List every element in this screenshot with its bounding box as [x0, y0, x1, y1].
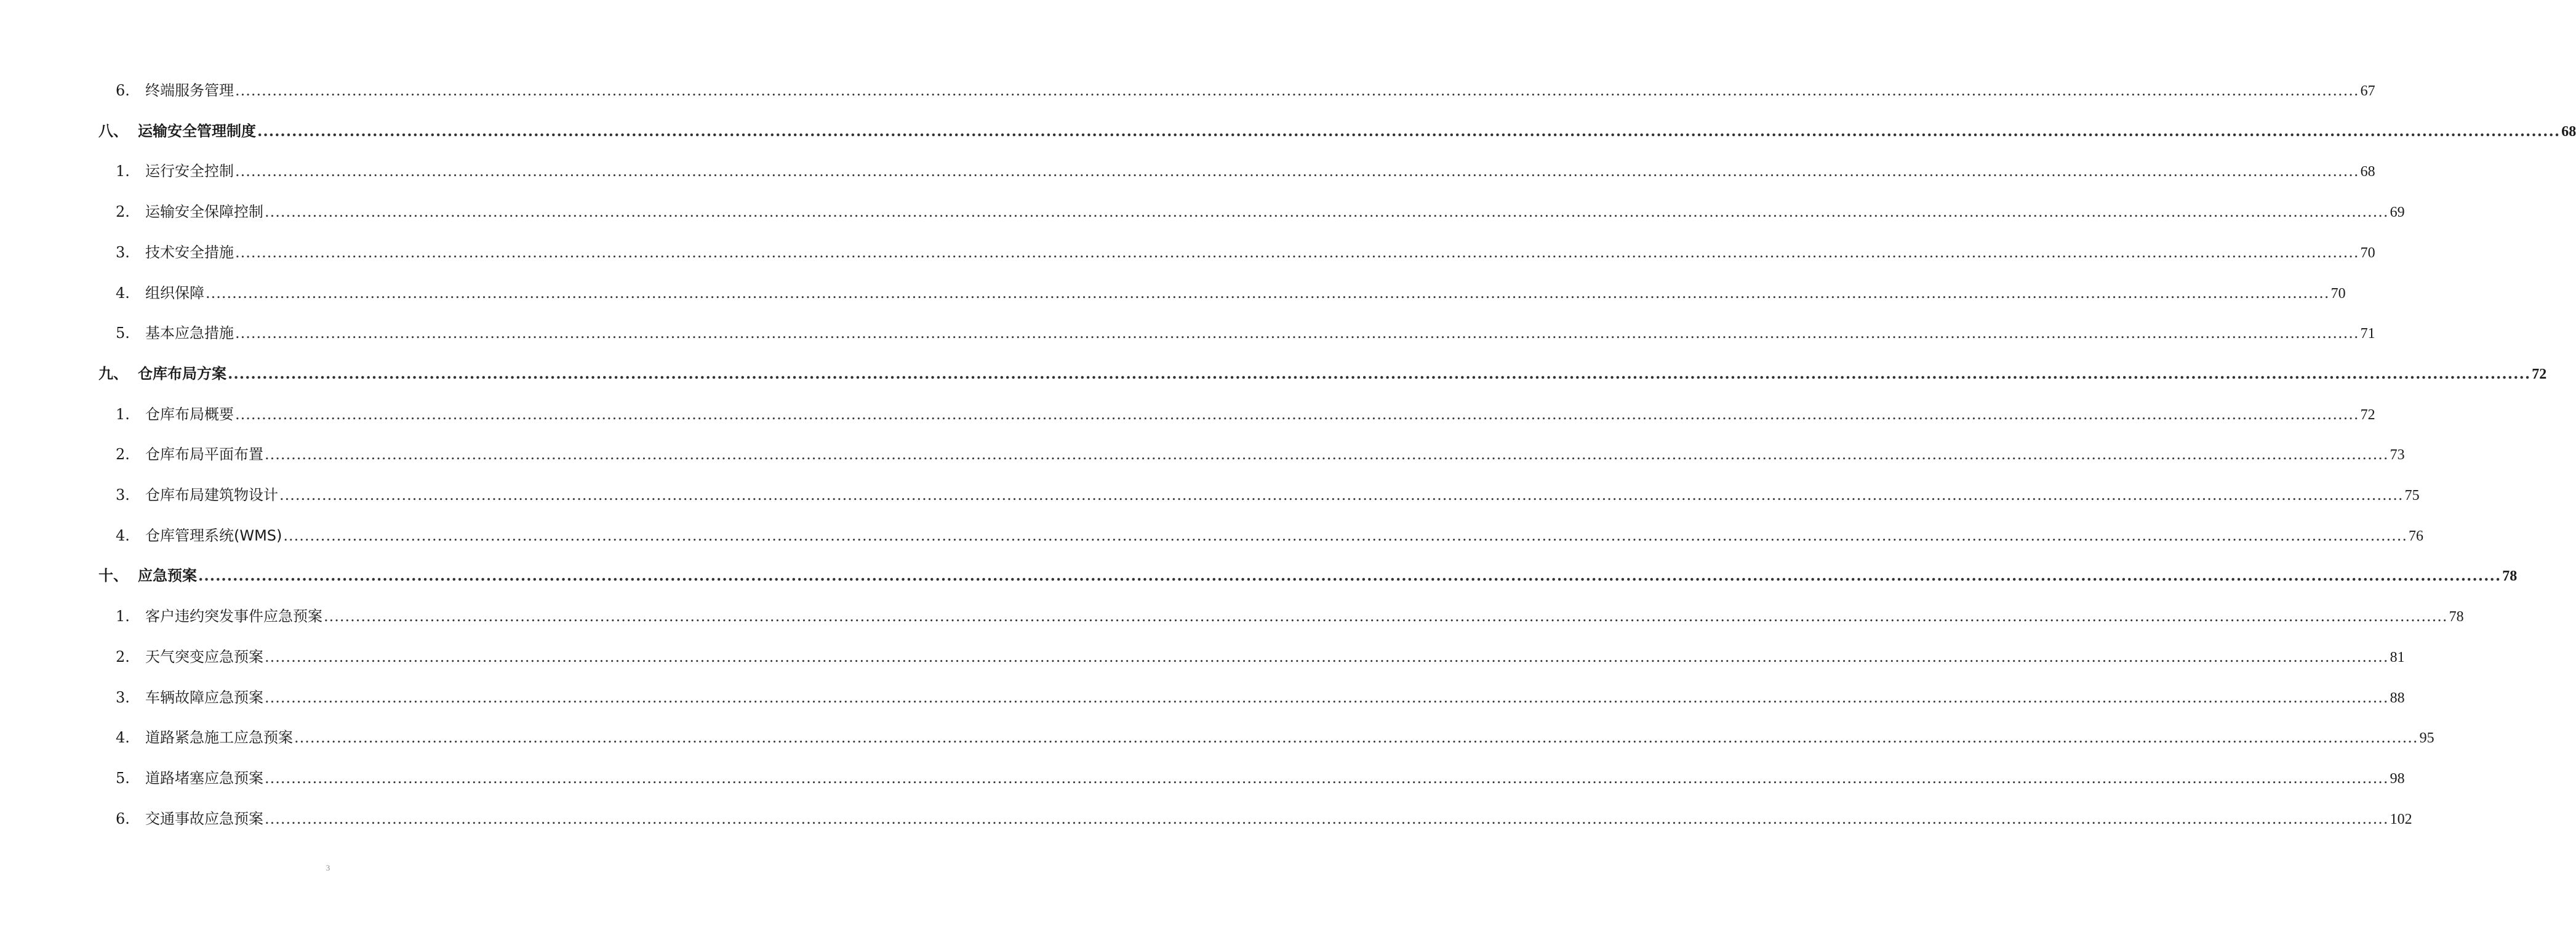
- toc-dot-leader: ................................................................................................................................................................................................................................................................................................................................................................................................................: [235, 244, 2359, 261]
- toc-subsection-entry[interactable]: [98, 604, 2464, 629]
- toc-entry-title: 天气突变应急预案: [145, 648, 263, 666]
- toc-entry-number: 5.: [116, 770, 130, 787]
- toc-entry-title: 仓库布局平面布置: [145, 446, 263, 463]
- toc-entry-number: 3.: [116, 244, 130, 261]
- toc-entry-number: 1.: [116, 406, 130, 423]
- toc-entry-page-number: 78: [2502, 568, 2518, 584]
- toc-section-entry[interactable]: [98, 361, 2547, 386]
- toc-entry-page-number: 70: [2330, 286, 2346, 302]
- toc-entry-title: 道路堵塞应急预案: [145, 770, 263, 787]
- toc-dot-leader: ................................................................................................................................................................................................................................................................................................................................................................................................................: [235, 163, 2359, 180]
- toc-entry-page-number: 73: [2390, 447, 2405, 463]
- toc-entry-page-number: 88: [2390, 690, 2405, 706]
- toc-dot-leader: ................................................................................................................................................................................................................................................................................................................................................................................................................: [279, 486, 2404, 504]
- toc-entry-number: 2.: [116, 203, 130, 220]
- toc-entry-page-number: 95: [2419, 730, 2434, 746]
- toc-entry-number: 4.: [116, 284, 130, 302]
- toc-entry-title: 道路紧急施工应急预案: [145, 729, 293, 746]
- toc-entry-number: 2.: [116, 446, 130, 463]
- toc-entry-page-number: 70: [2360, 245, 2375, 261]
- toc-dot-leader: ................................................................................................................................................................................................................................................................................................................................................................................................................: [235, 82, 2359, 99]
- toc-entry-number: 3.: [116, 486, 130, 504]
- toc-entry-page-number: 78: [2449, 609, 2464, 625]
- toc-dot-leader: ................................................................................................................................................................................................................................................................................................................................................................................................................: [283, 527, 2407, 544]
- toc-dot-leader: ................................................................................................................................................................................................................................................................................................................................................................................................................: [265, 810, 2389, 827]
- toc-dot-leader: ................................................................................................................................................................................................................................................................................................................................................................................................................: [257, 122, 2561, 140]
- toc-entry-number: 1.: [116, 163, 130, 180]
- toc-entry-number: 6.: [116, 810, 130, 827]
- toc-entry-page-number: 68: [2360, 164, 2375, 180]
- toc-entry-number: 3.: [116, 689, 130, 706]
- toc-subsection-entry[interactable]: [98, 442, 2405, 467]
- toc-section-entry[interactable]: [98, 119, 2576, 143]
- toc-dot-leader: ................................................................................................................................................................................................................................................................................................................................................................................................................: [294, 729, 2418, 746]
- toc-subsection-entry[interactable]: [98, 321, 2375, 345]
- toc-entry-title: 车辆故障应急预案: [145, 689, 263, 706]
- toc-dot-leader: ................................................................................................................................................................................................................................................................................................................................................................................................................: [228, 364, 2531, 382]
- toc-dot-leader: ................................................................................................................................................................................................................................................................................................................................................................................................................: [235, 406, 2359, 423]
- toc-subsection-entry[interactable]: [98, 240, 2375, 265]
- toc-dot-leader: ................................................................................................................................................................................................................................................................................................................................................................................................................: [265, 446, 2389, 463]
- toc-entry-number: 4.: [116, 729, 130, 746]
- toc-subsection-entry[interactable]: [98, 523, 2423, 548]
- toc-dot-leader: ................................................................................................................................................................................................................................................................................................................................................................................................................: [265, 203, 2389, 220]
- toc-entry-title: 仓库管理系统(WMS): [145, 527, 282, 544]
- toc-entry-title: 运输安全保障控制: [145, 203, 263, 220]
- toc-entry-title: 运行安全控制: [145, 163, 234, 180]
- toc-subsection-entry[interactable]: [98, 78, 2375, 103]
- toc-subsection-entry[interactable]: [98, 281, 2346, 305]
- toc-entry-number: 6.: [116, 82, 130, 99]
- toc-entry-title: 客户违约突发事件应急预案: [145, 608, 322, 625]
- toc-entry-title: 组织保障: [145, 284, 204, 302]
- toc-entry-title: 仓库布局概要: [145, 406, 234, 423]
- toc-entry-number: 1.: [116, 608, 130, 625]
- toc-dot-leader: ................................................................................................................................................................................................................................................................................................................................................................................................................: [265, 648, 2389, 666]
- toc-entry-page-number: 72: [2532, 366, 2547, 382]
- toc-entry-page-number: 68: [2561, 124, 2576, 140]
- toc-subsection-entry[interactable]: [98, 199, 2405, 224]
- toc-dot-leader: ................................................................................................................................................................................................................................................................................................................................................................................................................: [265, 689, 2389, 706]
- toc-subsection-entry[interactable]: [98, 725, 2434, 750]
- toc-entry-page-number: 72: [2360, 407, 2375, 423]
- toc-dot-leader: ................................................................................................................................................................................................................................................................................................................................................................................................................: [265, 770, 2389, 787]
- page-number: 3: [326, 863, 330, 872]
- toc-entry-page-number: 67: [2360, 83, 2375, 99]
- toc-entry-title: 运输安全管理制度: [138, 123, 256, 140]
- toc-section-entry[interactable]: [98, 563, 2518, 588]
- toc-entry-page-number: 71: [2360, 326, 2375, 342]
- toc-subsection-entry[interactable]: [98, 766, 2405, 790]
- toc-entry-page-number: 98: [2390, 771, 2405, 787]
- toc-entry-title: 技术安全措施: [145, 244, 234, 261]
- toc-entry-page-number: 76: [2408, 528, 2423, 544]
- toc-dot-leader: ................................................................................................................................................................................................................................................................................................................................................................................................................: [324, 608, 2448, 625]
- toc-entry-number: 4.: [116, 527, 130, 544]
- toc-entry-title: 终端服务管理: [145, 82, 234, 99]
- toc-subsection-entry[interactable]: [98, 645, 2405, 669]
- toc-entry-title: 应急预案: [138, 567, 197, 584]
- toc-entry-number: 九、: [98, 364, 128, 382]
- toc-dot-leader: ................................................................................................................................................................................................................................................................................................................................................................................................................: [198, 566, 2502, 584]
- toc-dot-leader: ................................................................................................................................................................................................................................................................................................................................................................................................................: [206, 284, 2330, 302]
- toc-entry-title: 交通事故应急预案: [145, 810, 263, 827]
- toc-subsection-entry[interactable]: [98, 483, 2420, 507]
- toc-entry-page-number: 81: [2390, 649, 2405, 666]
- toc-entry-number: 5.: [116, 324, 130, 342]
- toc-subsection-entry[interactable]: [98, 159, 2375, 183]
- toc-entry-number: 八、: [98, 122, 128, 140]
- toc-entry-title: 基本应急措施: [145, 324, 234, 342]
- toc-entry-number: 十、: [98, 566, 128, 584]
- toc-entry-page-number: 102: [2390, 811, 2412, 827]
- toc-subsection-entry[interactable]: [98, 685, 2405, 710]
- toc-subsection-entry[interactable]: [98, 806, 2412, 831]
- toc-subsection-entry[interactable]: [98, 402, 2375, 427]
- toc-entry-page-number: 75: [2404, 488, 2420, 504]
- toc-entry-title: 仓库布局建筑物设计: [145, 486, 278, 504]
- toc-entry-title: 仓库布局方案: [138, 365, 226, 382]
- toc-entry-page-number: 69: [2390, 204, 2405, 220]
- toc-entry-number: 2.: [116, 648, 130, 666]
- toc-dot-leader: ................................................................................................................................................................................................................................................................................................................................................................................................................: [235, 324, 2359, 342]
